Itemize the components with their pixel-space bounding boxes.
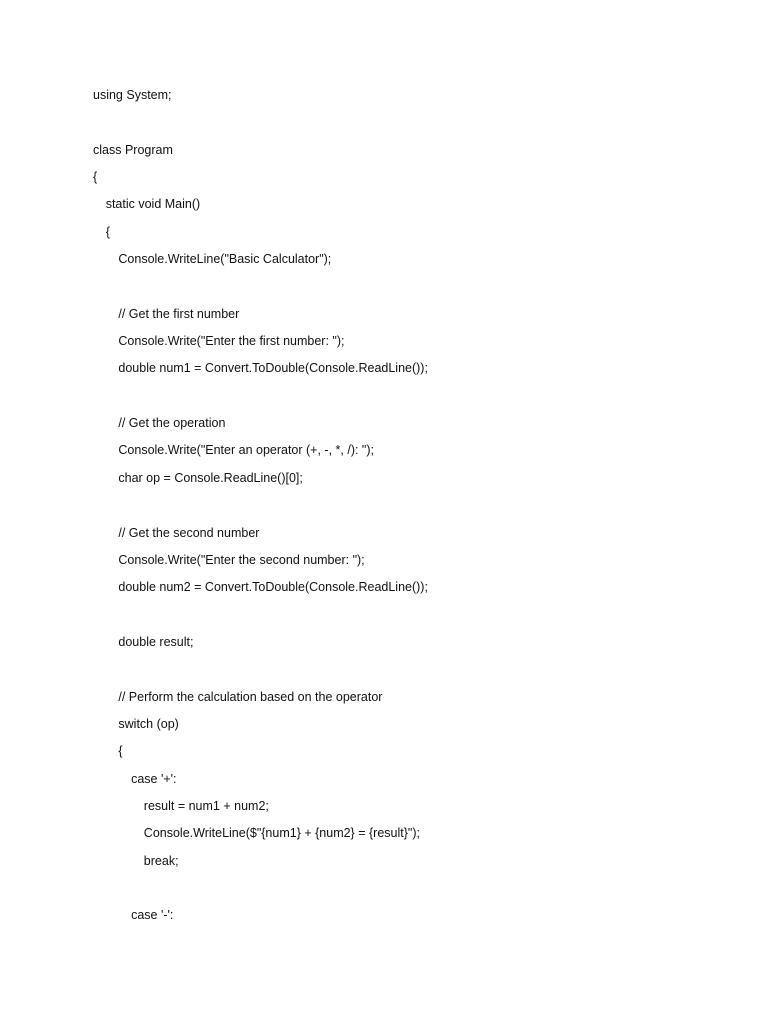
code-listing [93, 82, 713, 930]
code-line: Console.Write("Enter the first number: "); [118, 334, 345, 349]
blank-line [93, 492, 713, 519]
code-line: Console.WriteLine("Basic Calculator"); [118, 252, 332, 267]
code-line: char op = Console.ReadLine()[0]; [118, 470, 303, 485]
code-line: class Program [93, 142, 173, 157]
code-comment: // Get the operation [118, 416, 226, 431]
code-comment: // Perform the calculation based on the operator [118, 689, 383, 704]
code-line: case '-': [131, 908, 174, 923]
code-line: double num2 = Convert.ToDouble(Console.ReadLine()); [118, 580, 428, 595]
blank-line [93, 656, 713, 683]
code-line: { [118, 744, 123, 759]
code-line: Console.Write("Enter an operator (+, -, *, /): "); [118, 443, 374, 458]
code-line: switch (op) [118, 716, 179, 731]
code-line: using System; [93, 88, 172, 102]
code-line: case '+': [131, 771, 177, 786]
blank-line [93, 602, 713, 629]
code-line: double result; [118, 634, 194, 649]
code-line: break; [143, 853, 179, 868]
code-line: Console.WriteLine($"{num1} + {num2} = {result}"); [143, 826, 420, 841]
blank-line [93, 109, 713, 136]
code-line: { [105, 224, 110, 239]
blank-line [93, 383, 713, 410]
code-line: static void Main() [105, 197, 201, 212]
code-comment: // Get the first number [118, 306, 240, 321]
blank-line [93, 875, 713, 902]
code-line: Console.Write("Enter the second number: "); [118, 552, 365, 567]
code-line: double num1 = Convert.ToDouble(Console.ReadLine()); [118, 361, 428, 376]
code-line: result = num1 + num2; [143, 798, 269, 813]
blank-line [93, 273, 713, 300]
code-comment: // Get the second number [118, 525, 260, 540]
code-line: { [93, 170, 98, 185]
